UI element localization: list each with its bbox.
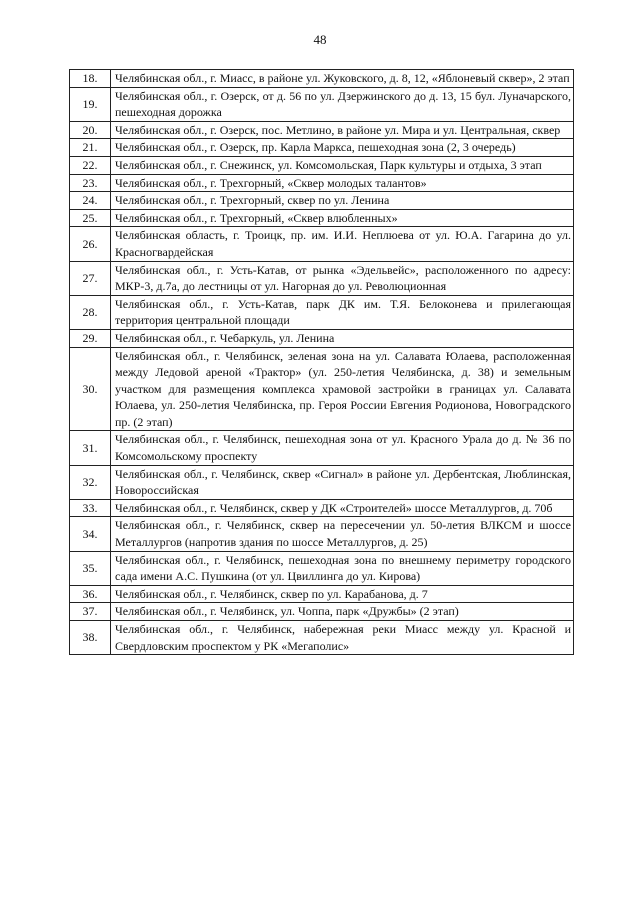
row-description: Челябинская обл., г. Трехгорный, «Сквер молодых талантов» — [111, 174, 574, 192]
table-row — [70, 431, 574, 465]
row-number: 22. — [70, 156, 111, 174]
row-number: 36. — [70, 585, 111, 603]
objects-table — [69, 69, 574, 655]
table-row — [70, 139, 574, 157]
row-number: 28. — [70, 295, 111, 329]
row-number: 24. — [70, 192, 111, 210]
row-number: 32. — [70, 465, 111, 499]
row-description: Челябинская обл., г. Озерск, пр. Карла Маркса, пешеходная зона (2, 3 очередь) — [111, 139, 574, 157]
row-description: Челябинская обл., г. Челябинск, сквер на пересечении ул. 50-летия ВЛКСМ и шоссе Металлургов (напротив здания по шоссе Металлургов, д. 25) — [111, 517, 574, 551]
row-description: Челябинская обл., г. Чебаркуль, ул. Ленина — [111, 329, 574, 347]
row-description: Челябинская обл., г. Челябинск, сквер «Сигнал» в районе ул. Дербентская, Люблинская, Новороссийская — [111, 465, 574, 499]
row-number: 29. — [70, 329, 111, 347]
row-number: 21. — [70, 139, 111, 157]
table-row — [70, 209, 574, 227]
row-description: Челябинская обл., г. Челябинск, пешеходная зона по внешнему периметру городского сада имени А.С. Пушкина (от ул. Цвиллинга до ул. Кирова) — [111, 551, 574, 585]
table-row — [70, 347, 574, 431]
row-description: Челябинская обл., г. Челябинск, пешеходная зона от ул. Красного Урала до д. № 36 по Комсомольскому проспекту — [111, 431, 574, 465]
row-number: 18. — [70, 70, 111, 88]
row-description: Челябинская обл., г. Трехгорный, «Сквер влюбленных» — [111, 209, 574, 227]
row-description: Челябинская обл., г. Миасс, в районе ул. Жуковского, д. 8, 12, «Яблоневый сквер», 2 этап — [111, 70, 574, 88]
row-number: 37. — [70, 603, 111, 621]
table-row — [70, 227, 574, 261]
table-row — [70, 121, 574, 139]
row-number: 30. — [70, 347, 111, 431]
row-description: Челябинская обл., г. Челябинск, ул. Чоппа, парк «Дружбы» (2 этап) — [111, 603, 574, 621]
row-number: 20. — [70, 121, 111, 139]
row-number: 19. — [70, 87, 111, 121]
table-row — [70, 621, 574, 655]
row-description: Челябинская область, г. Троицк, пр. им. И.И. Неплюева от ул. Ю.А. Гагарина до ул. Красногвардейская — [111, 227, 574, 261]
table-row — [70, 465, 574, 499]
row-description: Челябинская обл., г. Озерск, от д. 56 по ул. Дзержинского до д. 13, 15 бул. Луначарского, пешеходная дорожка — [111, 87, 574, 121]
objects-table-wrapper — [69, 69, 574, 655]
table-row — [70, 261, 574, 295]
table-row — [70, 517, 574, 551]
row-number: 31. — [70, 431, 111, 465]
table-row — [70, 192, 574, 210]
row-number: 35. — [70, 551, 111, 585]
row-number: 38. — [70, 621, 111, 655]
table-row — [70, 87, 574, 121]
row-number: 27. — [70, 261, 111, 295]
row-description: Челябинская обл., г. Усть-Катав, парк ДК им. Т.Я. Белоконева и прилегающая территория центральной площади — [111, 295, 574, 329]
row-description: Челябинская обл., г. Челябинск, набережная реки Миасс между ул. Красной и Свердловским проспектом у РК «Мегаполис» — [111, 621, 574, 655]
row-number: 25. — [70, 209, 111, 227]
objects-table-body — [70, 70, 574, 655]
row-description: Челябинская обл., г. Трехгорный, сквер по ул. Ленина — [111, 192, 574, 210]
row-number: 26. — [70, 227, 111, 261]
page-number: 48 — [313, 32, 327, 47]
row-description: Челябинская обл., г. Челябинск, сквер по ул. Карабанова, д. 7 — [111, 585, 574, 603]
row-description: Челябинская обл., г. Озерск, пос. Метлино, в районе ул. Мира и ул. Центральная, сквер — [111, 121, 574, 139]
row-number: 33. — [70, 499, 111, 517]
table-row — [70, 174, 574, 192]
row-number: 34. — [70, 517, 111, 551]
table-row — [70, 603, 574, 621]
row-description: Челябинская обл., г. Челябинск, зеленая зона на ул. Салавата Юлаева, расположенная между Ледовой ареной «Трактор» (ул. 250-летия Челябинска, д. 38) и земельным участком для размещения комплекса храмовой застройки в границах ул. Салавата Юлаева, ул. 250-летия Челябинска, пр. Героя России Евгения Родионова, Новоградского пр. (2 этап) — [111, 347, 574, 431]
table-row — [70, 156, 574, 174]
table-row — [70, 295, 574, 329]
row-description: Челябинская обл., г. Усть-Катав, от рынка «Эдельвейс», расположенного по адресу: МКР-3, д.7а, до лестницы от ул. Нагорная до ул. Революционная — [111, 261, 574, 295]
row-description: Челябинская обл., г. Челябинск, сквер у ДК «Строителей» шоссе Металлургов, д. 70б — [111, 499, 574, 517]
table-row — [70, 499, 574, 517]
table-row — [70, 329, 574, 347]
row-number: 23. — [70, 174, 111, 192]
table-row — [70, 551, 574, 585]
table-row — [70, 70, 574, 88]
row-description: Челябинская обл., г. Снежинск, ул. Комсомольская, Парк культуры и отдыха, 3 этап — [111, 156, 574, 174]
table-row — [70, 585, 574, 603]
